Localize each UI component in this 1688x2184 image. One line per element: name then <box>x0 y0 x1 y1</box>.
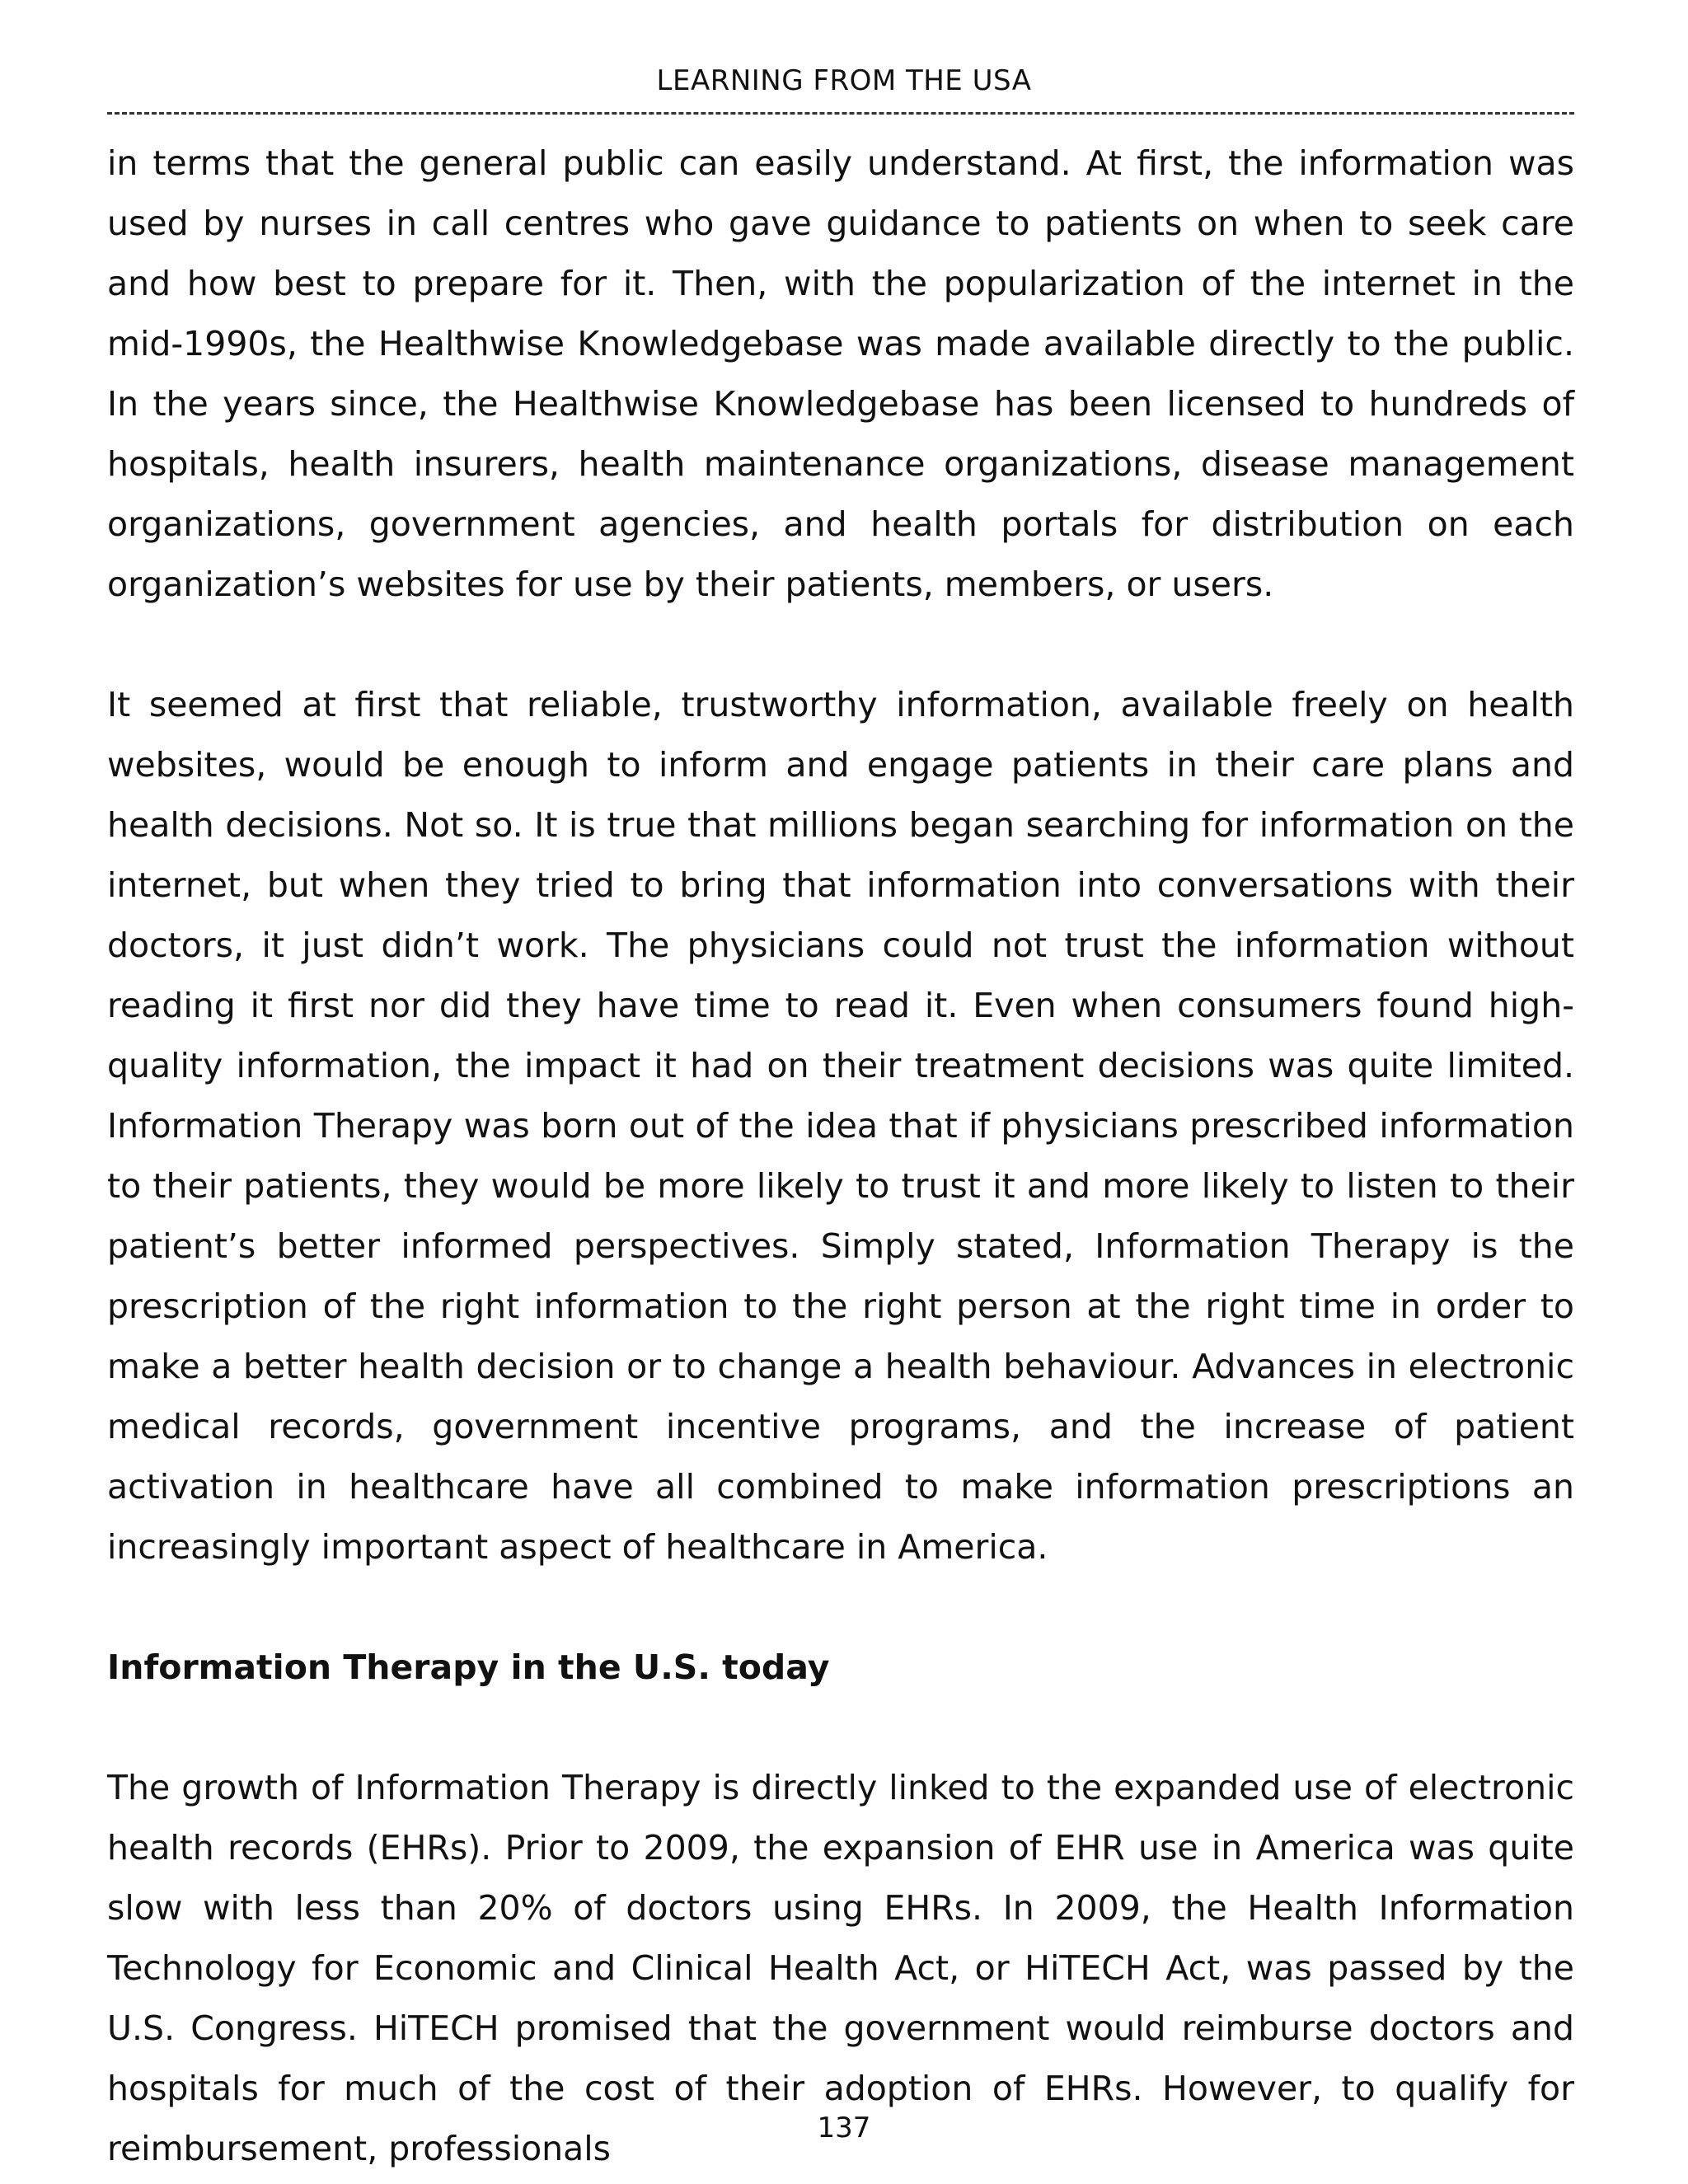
body-paragraph-2: It seemed at first that reliable, trustworthy information, available freely on health websites, would be enough to inform and engage patients in their care plans and health decisions. Not so. It is true that millions began searching for information on the internet, but when they tried to bring that information into conversations with their doctors, it just didn’t work. The physicians could not trust the information without reading it first nor did they have time to read it. Even when consumers found high-quality information, the impact it had on their treatment decisions was quite limited. Information Therapy was born out of the idea that if physicians prescribed information to their patients, they would be more likely to trust it and more likely to listen to their patient’s better informed perspectives. Simply stated, Information Therapy is the prescription of the right information to the right person at the right time in order to make a better health decision or to change a health behaviour. Advances in electronic medical records, government incentive programs, and the increase of patient activation in healthcare have all combined to make information prescriptions an increasingly important aspect of healthcare in America. <box>107 685 1574 1567</box>
body-paragraph-3: The growth of Information Therapy is directly linked to the expanded use of electronic health records (EHRs). Prior to 2009, the expansion of EHR use in America was quite slow with less than 20% of doctors using EHRs. In 2009, the Health Information Technology for Economic and Clinical Health Act, or HiTECH Act, was passed by the U.S. Congress. HiTECH promised that the government would reimburse doctors and hospitals for much of the cost of their adoption of EHRs. However, to qualify for reimbursement, professionals <box>107 1768 1574 2168</box>
section-heading: Information Therapy in the U.S. today <box>107 1647 830 1687</box>
running-head: LEARNING FROM THE USA <box>656 64 1032 97</box>
page-number: 137 <box>817 2111 871 2144</box>
header-dashed-rule <box>107 112 1574 115</box>
body-paragraph-1: in terms that the general public can easily understand. At first, the information was used by nurses in call centres who gave guidance to patients on when to seek care and how best to prepare for it. Then, with the popularization of the internet in the mid-1990s, the Healthwise Knowledgebase was made available directly to the public. In the years since, the Healthwise Knowledgebase has been licensed to hundreds of hospitals, health insurers, health maintenance organizations, disease management organizations, government agencies, and health portals for distribution on each organization’s websites for use by their patients, members, or users. <box>107 143 1574 604</box>
page-body <box>107 134 1574 2179</box>
